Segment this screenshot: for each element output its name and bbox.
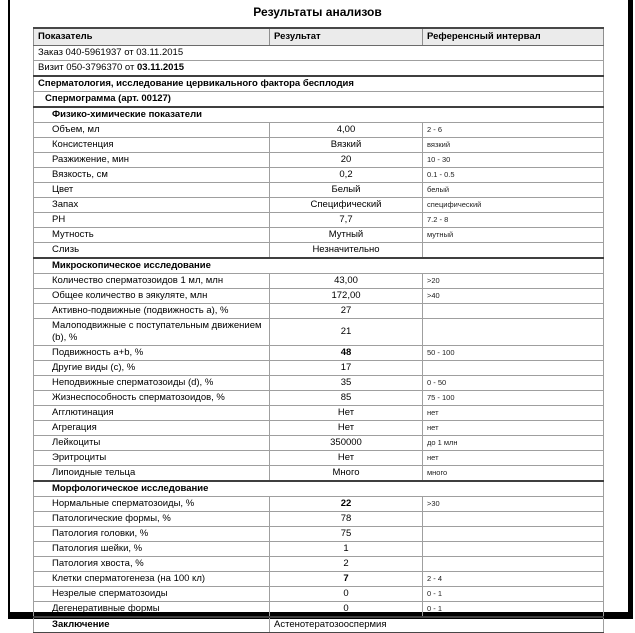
indicator-cell: Неподвижные сперматозоиды (d), %	[34, 376, 270, 391]
table-row	[34, 46, 604, 61]
table-row	[34, 451, 604, 466]
table-row	[34, 481, 604, 497]
result-cell: Незначительно	[270, 243, 423, 259]
result-cell: 78	[270, 512, 423, 527]
table-row	[34, 304, 604, 319]
reference-cell: 2 - 4	[423, 572, 604, 587]
reference-cell: 0 - 1	[423, 602, 604, 618]
result-cell: 4,00	[270, 123, 423, 138]
reference-cell: до 1 млн	[423, 436, 604, 451]
indicator-cell: Цвет	[34, 183, 270, 198]
result-cell: Вязкий	[270, 138, 423, 153]
reference-cell: белый	[423, 183, 604, 198]
reference-cell: 2 - 6	[423, 123, 604, 138]
indicator-cell: Другие виды (c), %	[34, 361, 270, 376]
table-row	[34, 572, 604, 587]
indicator-cell: Нормальные сперматозоиды, %	[34, 497, 270, 512]
info-cell	[34, 61, 604, 77]
result-cell: 2	[270, 557, 423, 572]
indicator-cell: Патология хвоста, %	[34, 557, 270, 572]
table-row	[34, 258, 604, 274]
group-cell: Сперматология, исследование цервикального фактора бесплодия	[34, 76, 604, 92]
section-header-cell: Физико-химические показатели	[34, 107, 604, 123]
table-row	[34, 213, 604, 228]
result-cell: Мутный	[270, 228, 423, 243]
table-row	[34, 76, 604, 92]
result-cell: 21	[270, 319, 423, 346]
group-cell: Спермограмма (арт. 00127)	[34, 92, 604, 108]
indicator-cell: Объем, мл	[34, 123, 270, 138]
reference-cell: >20	[423, 274, 604, 289]
reference-cell: вязкий	[423, 138, 604, 153]
table-row	[34, 587, 604, 602]
reference-cell: >30	[423, 497, 604, 512]
table-row	[34, 61, 604, 77]
result-cell: Нет	[270, 451, 423, 466]
results-table-body	[34, 46, 604, 633]
reference-cell: 50 - 100	[423, 346, 604, 361]
table-row	[34, 289, 604, 304]
table-row	[34, 319, 604, 346]
result-cell: 17	[270, 361, 423, 376]
result-cell: Много	[270, 466, 423, 482]
reference-cell: нет	[423, 406, 604, 421]
table-row	[34, 497, 604, 512]
table-row	[34, 138, 604, 153]
table-row	[34, 421, 604, 436]
table-header-row	[34, 28, 604, 46]
table-row	[34, 602, 604, 618]
result-cell: 172,00	[270, 289, 423, 304]
table-row	[34, 617, 604, 633]
info-cell	[34, 46, 604, 61]
reference-cell	[423, 304, 604, 319]
reference-cell	[423, 557, 604, 572]
result-cell: 1	[270, 542, 423, 557]
section-header-cell: Морфологическое исследование	[34, 481, 604, 497]
indicator-cell: Клетки сперматогенеза (на 100 кл)	[34, 572, 270, 587]
reference-cell: 75 - 100	[423, 391, 604, 406]
indicator-cell: Малоподвижные с поступательным движением (b), %	[34, 319, 270, 346]
result-cell: 75	[270, 527, 423, 542]
conclusion-label-cell: Заключение	[34, 617, 270, 633]
table-row	[34, 243, 604, 259]
table-row	[34, 527, 604, 542]
table-row	[34, 376, 604, 391]
indicator-cell: Жизнеспособность сперматозоидов, %	[34, 391, 270, 406]
indicator-cell: Патологические формы, %	[34, 512, 270, 527]
reference-cell: 7.2 - 8	[423, 213, 604, 228]
indicator-cell: Разжижение, мин	[34, 153, 270, 168]
indicator-cell: Патология головки, %	[34, 527, 270, 542]
info-text: Заказ 040-5961937 от 03.11.2015	[38, 47, 184, 58]
table-row	[34, 361, 604, 376]
table-row	[34, 466, 604, 482]
result-cell: 85	[270, 391, 423, 406]
result-cell: 20	[270, 153, 423, 168]
indicator-cell: Подвижность a+b, %	[34, 346, 270, 361]
conclusion-value-cell: Астенотератозооспермия	[270, 617, 604, 633]
reference-cell: 0 - 1	[423, 587, 604, 602]
result-cell: 48	[270, 346, 423, 361]
indicator-cell: Мутность	[34, 228, 270, 243]
result-cell: Нет	[270, 421, 423, 436]
result-cell: Белый	[270, 183, 423, 198]
col-header-result: Результат	[270, 28, 423, 46]
indicator-cell: Лейкоциты	[34, 436, 270, 451]
result-cell: 350000	[270, 436, 423, 451]
table-row	[34, 92, 604, 108]
indicator-cell: Незрелые сперматозоиды	[34, 587, 270, 602]
table-row	[34, 436, 604, 451]
indicator-cell: Эритроциты	[34, 451, 270, 466]
section-header-cell: Микроскопическое исследование	[34, 258, 604, 274]
indicator-cell: Количество сперматозоидов 1 мл, млн	[34, 274, 270, 289]
table-row	[34, 542, 604, 557]
table-row	[34, 168, 604, 183]
result-cell: 0	[270, 587, 423, 602]
reference-cell	[423, 542, 604, 557]
table-row	[34, 557, 604, 572]
indicator-cell: Агрегация	[34, 421, 270, 436]
indicator-cell: Дегенеративные формы	[34, 602, 270, 618]
reference-cell	[423, 319, 604, 346]
indicator-cell: Консистенция	[34, 138, 270, 153]
reference-cell: нет	[423, 451, 604, 466]
result-cell: 7,7	[270, 213, 423, 228]
indicator-cell: PH	[34, 213, 270, 228]
table-row	[34, 228, 604, 243]
indicator-cell: Активно-подвижные (подвижность a), %	[34, 304, 270, 319]
indicator-cell: Липоидные тельца	[34, 466, 270, 482]
results-table	[33, 27, 604, 633]
table-row	[34, 406, 604, 421]
page-title: Результаты анализов	[253, 5, 382, 19]
info-text: Визит 050-3796370 от	[38, 62, 137, 73]
info-date-bold: 03.11.2015	[137, 62, 185, 73]
reference-cell: много	[423, 466, 604, 482]
indicator-cell: Общее количество в эякуляте, млн	[34, 289, 270, 304]
reference-cell: мутный	[423, 228, 604, 243]
reference-cell: нет	[423, 421, 604, 436]
indicator-cell: Запах	[34, 198, 270, 213]
table-row	[34, 123, 604, 138]
result-cell: 7	[270, 572, 423, 587]
indicator-cell: Патология шейки, %	[34, 542, 270, 557]
reference-cell	[423, 512, 604, 527]
indicator-cell: Агглютинация	[34, 406, 270, 421]
screen-edge-right	[628, 0, 633, 619]
result-cell: 0,2	[270, 168, 423, 183]
reference-cell	[423, 527, 604, 542]
reference-cell: 10 - 30	[423, 153, 604, 168]
table-row	[34, 274, 604, 289]
indicator-cell: Вязкость, см	[34, 168, 270, 183]
reference-cell: 0.1 - 0.5	[423, 168, 604, 183]
col-header-indicator: Показатель	[34, 28, 270, 46]
result-cell: 27	[270, 304, 423, 319]
screen-edge-left	[8, 0, 10, 619]
table-row	[34, 153, 604, 168]
reference-cell: 0 - 50	[423, 376, 604, 391]
table-row	[34, 346, 604, 361]
result-cell: 0	[270, 602, 423, 618]
table-row	[34, 198, 604, 213]
table-row	[34, 183, 604, 198]
col-header-reference: Референсный интервал	[423, 28, 604, 46]
reference-cell	[423, 361, 604, 376]
reference-cell: специфический	[423, 198, 604, 213]
result-cell: 22	[270, 497, 423, 512]
reference-cell	[423, 243, 604, 259]
indicator-cell: Слизь	[34, 243, 270, 259]
table-row	[34, 107, 604, 123]
reference-cell: >40	[423, 289, 604, 304]
result-cell: Специфический	[270, 198, 423, 213]
table-row	[34, 512, 604, 527]
result-cell: Нет	[270, 406, 423, 421]
table-row	[34, 391, 604, 406]
result-cell: 35	[270, 376, 423, 391]
result-cell: 43,00	[270, 274, 423, 289]
